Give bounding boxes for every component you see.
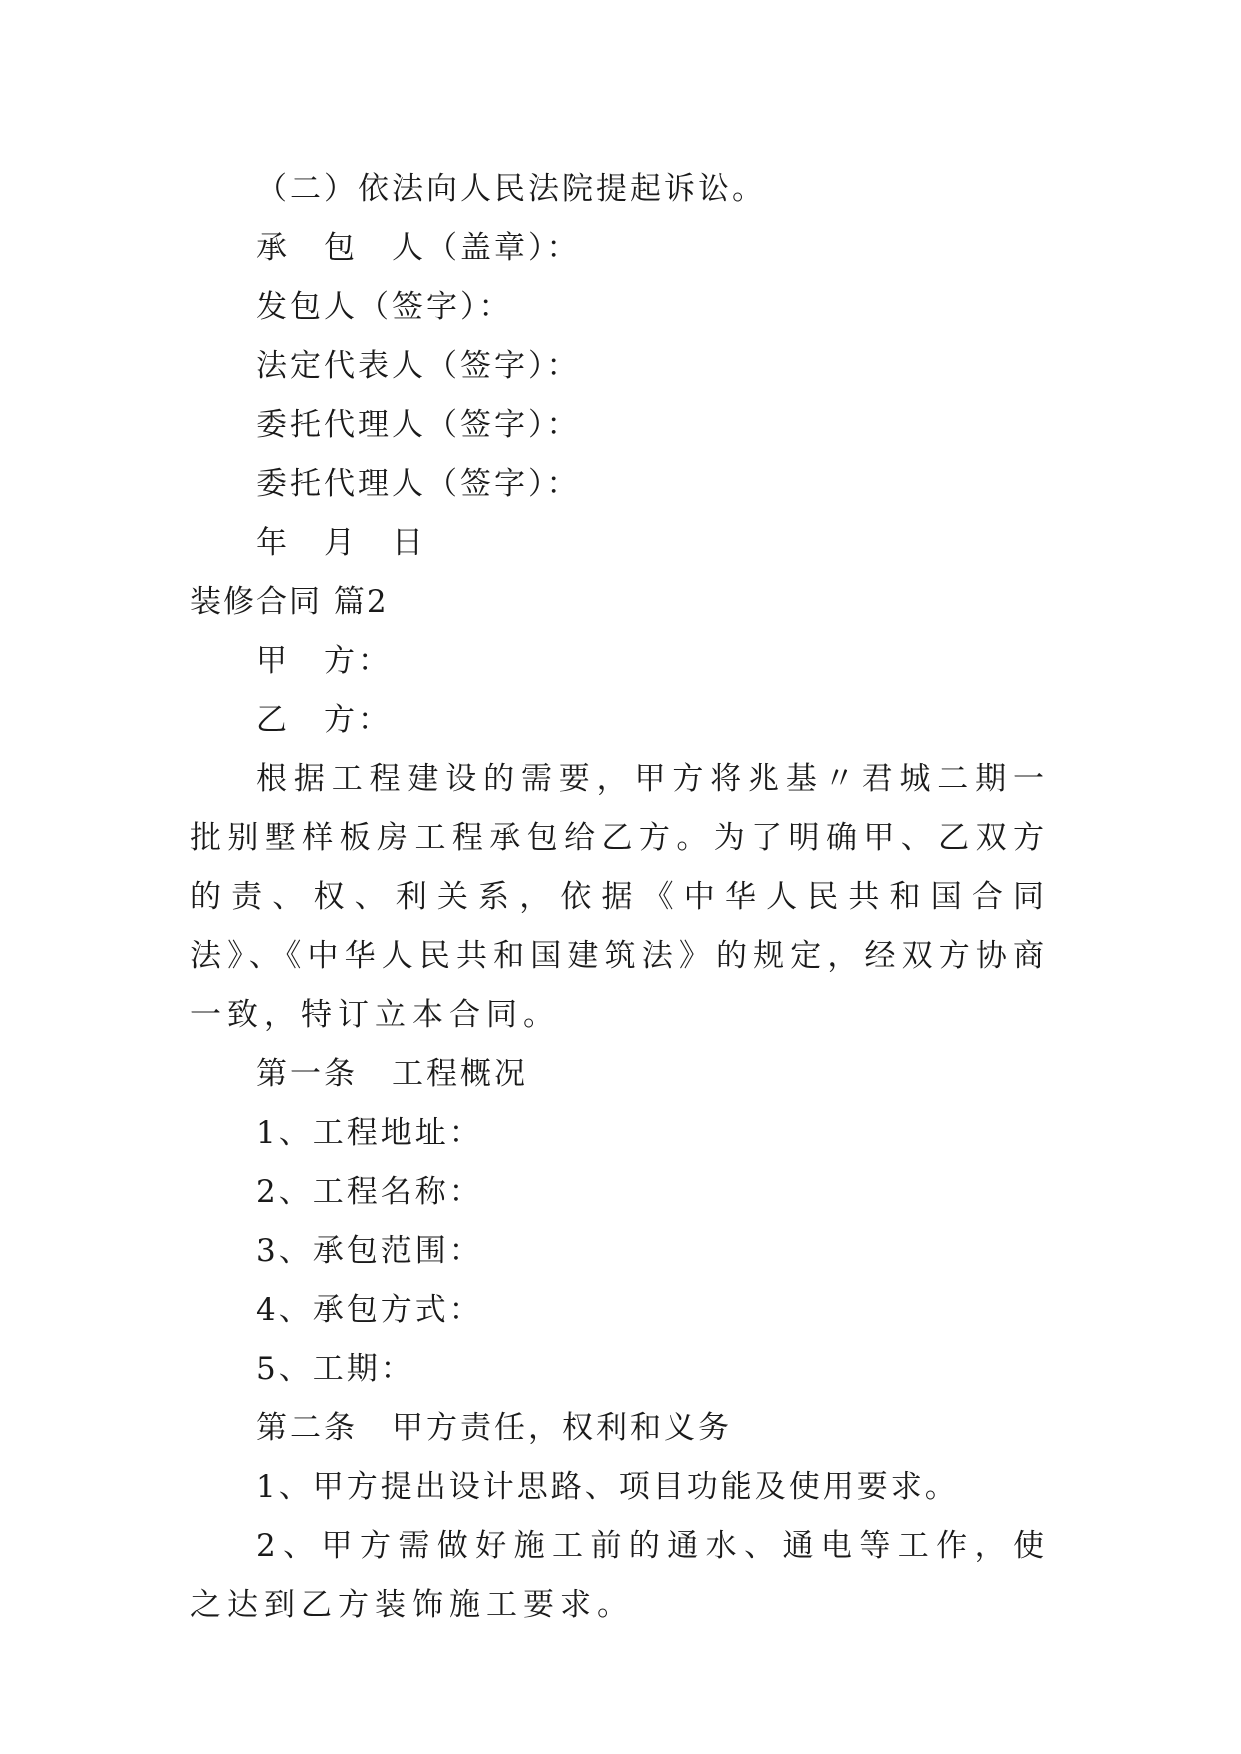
document-body xyxy=(190,160,1050,1635)
litigation-clause: （二）依法向人民法院提起诉讼。 xyxy=(256,171,766,207)
employer-signature-line: 发包人（签字）： xyxy=(256,289,513,325)
date-line: 年 月 日 xyxy=(256,525,426,561)
article-1-item-duration: 5、工期： xyxy=(256,1351,415,1387)
intro-paragraph: 根据工程建设的需要，甲方将兆基〃君城二期一批别墅样板房工程承包给乙方。为了明确甲、乙双方的责、权、利关系，依据《中华人民共和国合同法》、《中华人民共和国建筑法》的规定，经双方协商一致，特订立本合同。 xyxy=(190,761,1050,1033)
authorized-agent-signature-line-2: 委托代理人（签字）： xyxy=(256,466,581,502)
article-1-item-scope: 3、承包范围： xyxy=(256,1233,483,1269)
article-1-item-name: 2、工程名称： xyxy=(256,1174,483,1210)
party-b-line: 乙 方： xyxy=(256,702,392,738)
legal-representative-signature-line: 法定代表人（签字）： xyxy=(256,348,581,384)
article-2-item-1: 1、甲方提出设计思路、项目功能及使用要求。 xyxy=(256,1469,959,1505)
article-2-item-2: 2、甲方需做好施工前的通水、通电等工作，使之达到乙方装饰施工要求。 xyxy=(190,1528,1050,1623)
article-1-item-address: 1、工程地址： xyxy=(256,1115,483,1151)
article-1-item-method: 4、承包方式： xyxy=(256,1292,483,1328)
article-1-title: 第一条 工程概况 xyxy=(256,1056,528,1092)
article-2-title: 第二条 甲方责任，权利和义务 xyxy=(256,1410,732,1446)
contractor-seal-line: 承 包 人（盖章）： xyxy=(256,230,581,266)
section-heading: 装修合同 篇2 xyxy=(190,584,389,620)
party-a-line: 甲 方： xyxy=(256,643,392,679)
authorized-agent-signature-line: 委托代理人（签字）： xyxy=(256,407,581,443)
